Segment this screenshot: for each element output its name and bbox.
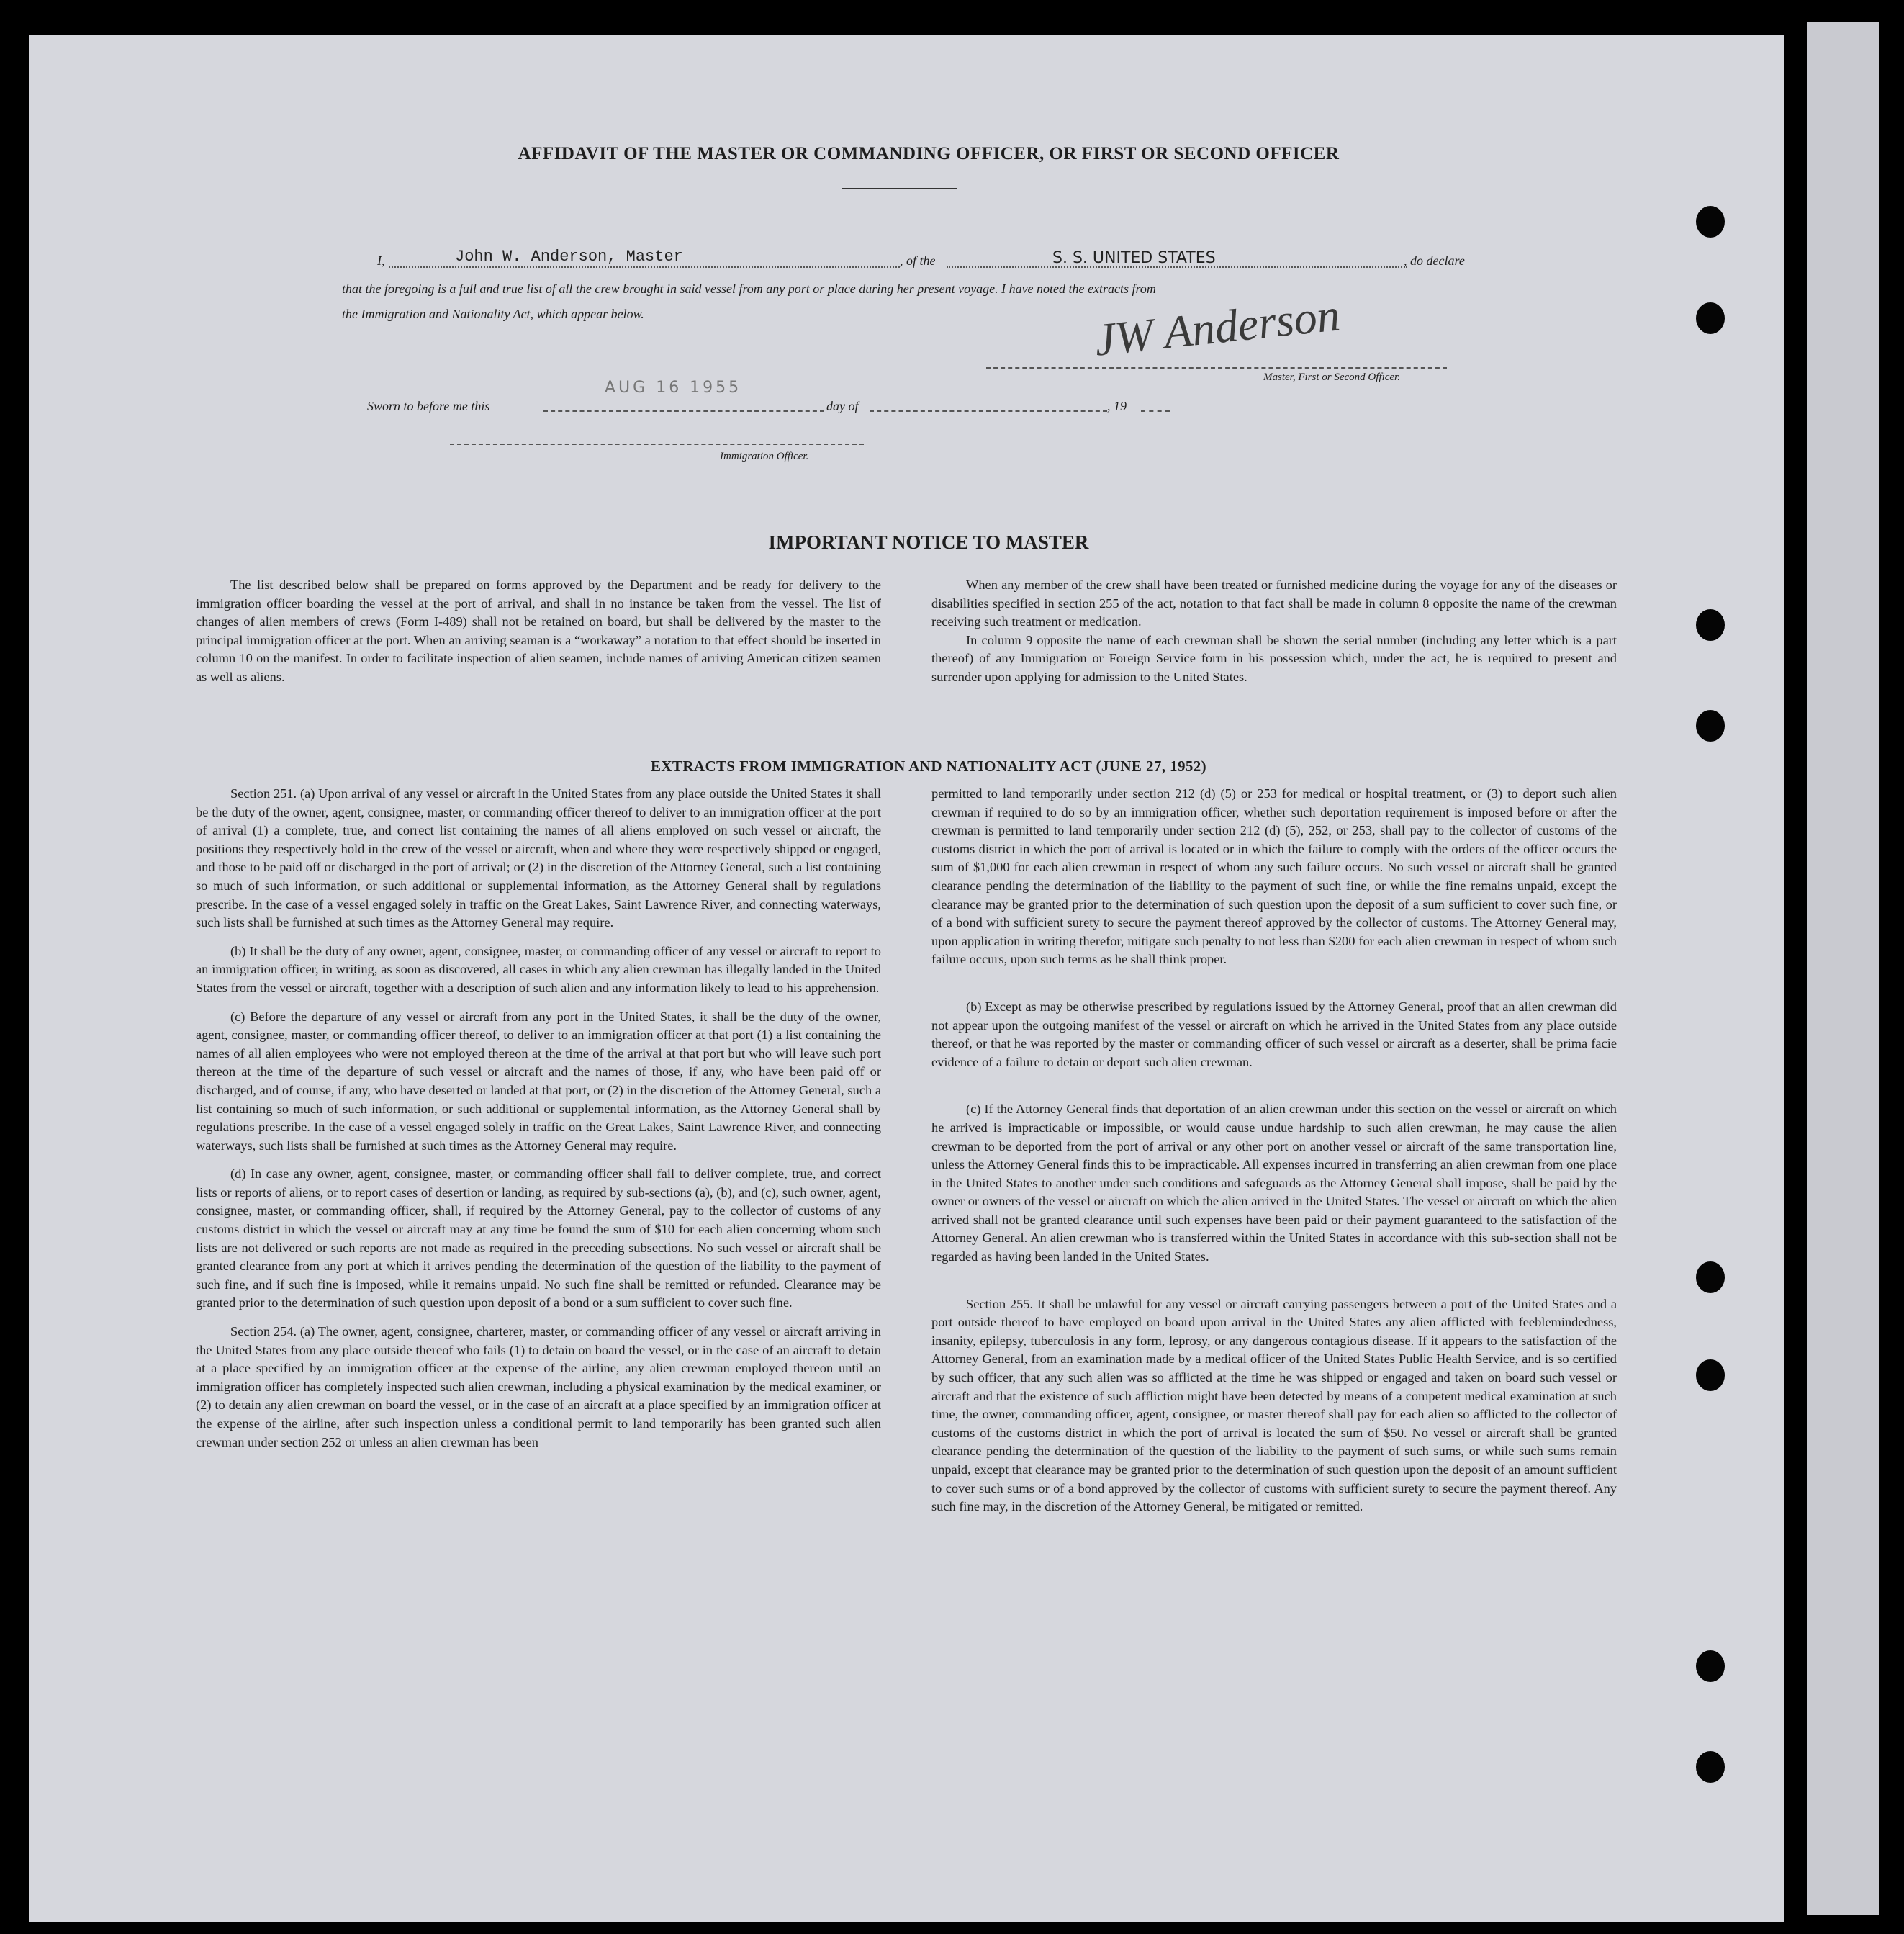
- sworn-day-blank: [543, 410, 824, 412]
- statement-line-3: the Immigration and Nationality Act, which appear below.: [342, 307, 644, 321]
- officer-signature-line: [450, 444, 864, 445]
- master-name: John W. Anderson, Master: [455, 248, 683, 266]
- binder-hole: [1696, 710, 1725, 742]
- section-251-a: Section 251. (a) Upon arrival of any vessel or aircraft in the United States from any place outside the United States it shall be the duty of the owner, agent, consignee, master, or commanding officer thereof to deliver to an immigration officer at the port of arrival (1) a complete, true, and correct list containing the names of all aliens employed on such vessel or aircraft, the positions they respectively hold in the crew of the vessel or aircraft, when and where they were respectively shipped or engaged, and those to be paid off or discharged in the port of arrival; or (2) in the discretion of the Attorney General, such a list containing so much of such information, or such additional or supplemental information, as the Attorney General shall by regulations prescribe. In the case of a vessel engaged solely in traffic on the Great Lakes, Saint Lawrence River, and connecting waterways, such lists shall be furnished at such times as the Attorney General may require.: [196, 786, 881, 930]
- title-rule: [842, 188, 957, 189]
- section-255: Section 255. It shall be unlawful for any vessel or aircraft carrying passengers between a port of the United States and a port outside thereof to have employed on board upon arrival in the United States any alien afflicted with feeblemindedness, insanity, epilepsy, tuberculosis in any form, leprosy, or any dangerous contagious disease. If it appears to the satisfaction of the Attorney General, from an examination made by a medical officer of the United States Public Health Service, and is so certified by such officer, that any such alien was so afflicted at the time he was shipped or engaged and taken on board such vessel or aircraft and that the existence of such affliction might have been detected by means of a competent medical examination at such time, the owner, commanding officer, agent, consignee, or master thereof shall pay for each alien so afflicted to the collector of customs of the customs district in which the port of arrival is located the sum of $50. No vessel or aircraft shall be granted clearance pending the determination of the question of the liability to the payment of such sums, or while such sums remain unpaid, except that clearance may be granted prior to the determination of such question upon the deposit of an amount sufficient to cover such sums or of a bond approved by the collector of customs with sufficient surety to secure the payment thereof. Any such fine may, in the discretion of the Attorney General, be mitigated or remitted.: [931, 1296, 1617, 1514]
- binder-hole: [1696, 302, 1725, 334]
- year-blank: [1141, 410, 1170, 412]
- notice-left-column: [196, 576, 881, 697]
- day-of-label: day of: [826, 399, 859, 413]
- notice-left-para: The list described below shall be prepared on forms approved by the Department and be ready for delivery to the immigration officer boarding the vessel at the port of arrival, and shall in no instance be taken from the vessel. The list of changes of alien members of crews (Form I-489) shall not be retained on board, but shall be delivered by the master to the principal immigration officer at the port. When an arriving seaman is a “workaway” a notation to that effect should be inserted in column 10 on the manifest. In order to facilitate inspection of alien seamen, include names of arriving American citizen seamen as well as aliens.: [196, 577, 881, 684]
- binder-hole: [1696, 1359, 1725, 1391]
- document-page: [29, 35, 1784, 1922]
- extracts-right-column: [931, 785, 1617, 1526]
- section-254-a-cont: permitted to land temporarily under section 212 (d) (5) or 253 for medical or hospital treatment, or (3) to deport such alien crewman if required to do so by an immigration officer, whether such deportation requirement is imposed before or after the crewman is permitted to land temporarily under section 212 (d) (5), 252, or 253, shall pay to the collector of customs of the customs district in which the port of arrival is located or in which the failure to comply with the orders of the officer occurs the sum of $1,000 for each alien crewman in respect of whom any such failure occurs. No such vessel or aircraft shall be granted clearance pending the determination of the liability to the payment of such fine, or while the fine remains unpaid, except the clearance may be granted prior to the determination of such question upon the deposit of a sum sufficient to cover such fine, or of a bond with sufficient surety to secure the payment thereof approved by the collector of customs. The Attorney General may, upon application in writing therefor, mitigate such penalty to not less than $200 for each alien crewman in respect of whom such failure occurs, upon such terms as he shall think proper.: [931, 786, 1617, 967]
- date-stamp: AUG 16 1955: [605, 379, 742, 397]
- do-declare-label: , do declare: [1404, 253, 1465, 268]
- signature-caption: Master, First or Second Officer.: [1263, 372, 1400, 383]
- binder-hole: [1696, 206, 1725, 238]
- sworn-month-blank: [870, 410, 1107, 412]
- binder-hole: [1696, 1261, 1725, 1293]
- of-the-label: , of the: [900, 253, 936, 268]
- vessel-name: S. S. UNITED STATES: [1052, 249, 1216, 267]
- section-254-c: (c) If the Attorney General finds that deportation of an alien crewman under this section on the vessel or aircraft on which he arrived is impracticable or impossible, or would cause undue hardship to such alien crewman, he may cause the alien crewman to be deported from the port of arrival or any other port on another vessel or aircraft of the same transportation line, unless the Attorney General finds this to be impracticable. All expenses incurred in transferring an alien crewman from one place in the United States to another under such conditions and safeguards as the Attorney General shall impose, shall be paid by the owner or owners of the vessel or aircraft on which the alien arrived in the United States. The vessel or aircraft on which the alien arrived shall not be granted clearance until such expenses have been paid or their payment guaranteed to the satisfaction of the Attorney General. An alien crewman who is transferred within the United States in accordance with this sub-section shall not be regarded as having been landed in the United States.: [931, 1102, 1617, 1264]
- year-label: , 19: [1107, 399, 1127, 413]
- affidavit-title: AFFIDAVIT OF THE MASTER OR COMMANDING OFFICER, OR FIRST OR SECOND OFFICER: [518, 144, 1340, 163]
- section-251-c: (c) Before the departure of any vessel or aircraft from any port in the United States, it shall be the duty of the owner, agent, consignee, master, or commanding officer thereof, to deliver to an immigration officer at that port (1) a list containing the names of all alien employees who were not employed thereon at the time of the arrival at that port but who will leave such port thereon at the time of the departure of such vessel or aircraft and the names of those, if any, who have been paid off or discharged, and of course, if any, who have deserted or landed at that port, or (2) in the discretion of the Attorney General, such a list containing so much of such information, or such additional or supplemental information, as the Attorney General shall by regulations prescribe. In the case of a vessel engaged solely in traffic on the Great Lakes, Saint Lawrence River, and connecting waterways, such lists shall be furnished at such times as the Attorney General may require.: [196, 1009, 881, 1153]
- extracts-left-column: [196, 785, 881, 1462]
- section-251-b: (b) It shall be the duty of any owner, agent, consignee, master, or commanding officer of any vessel or aircraft to report to an immigration officer, in writing, as soon as discovered, all cases in which any alien crewman has illegally landed in the United States from the vessel or aircraft, together with a description of such alien and any information likely to lead to his apprehension.: [196, 943, 881, 995]
- name-blank: [389, 266, 900, 268]
- binder-hole: [1696, 1751, 1725, 1783]
- statement-line-2: that the foregoing is a full and true list of all the crew brought in said vessel from any port or place during her present voyage. I have noted the extracts from: [342, 282, 1156, 296]
- adjacent-page-edge: [1807, 22, 1879, 1915]
- officer-caption: Immigration Officer.: [720, 451, 809, 462]
- master-signature: JW Anderson: [1092, 289, 1343, 366]
- i-label: I,: [377, 253, 385, 268]
- signature-line: [986, 367, 1447, 369]
- notice-right-column: [931, 576, 1617, 697]
- section-251-d: (d) In case any owner, agent, consignee, master, or commanding officer shall fail to deliver complete, true, and correct lists or reports of aliens, or to report cases of desertion or landing, as required by sub-sections (a), (b), and (c), such owner, agent, consignee, master, or commanding officer, shall, if required by the Attorney General, pay to the collector of customs of any customs district in which the vessel or aircraft may at any time be found the sum of $10 for each alien concerning whom such lists are not delivered or such reports are not made as required in the preceding subsections. No such vessel or aircraft shall be granted clearance from any port at which it arrives pending the determination of the question of the liability to the payment of such fine, and if such fine is imposed, while it remains unpaid. No such fine shall be remitted or refunded. Clearance may be granted prior to the determination of such question upon deposit of a bond or a sum sufficient to cover such fine.: [196, 1166, 881, 1310]
- sworn-label: Sworn to before me this: [367, 399, 490, 413]
- binder-hole: [1696, 1650, 1725, 1682]
- section-254-b: (b) Except as may be otherwise prescribed by regulations issued by the Attorney General, proof that an alien crewman did not appear upon the outgoing manifest of the vessel or aircraft on which he arrived in the United States from any place outside thereof, or that he was reported by the master or commanding officer of such vessel or aircraft as a deserter, shall be prima facie evidence of a failure to detain or deport such alien crewman.: [931, 999, 1617, 1069]
- binder-hole: [1696, 609, 1725, 641]
- notice-right-para-1: When any member of the crew shall have been treated or furnished medicine during the voyage for any of the diseases or disabilities specified in section 255 of the act, notation to that fact shall be made in column 8 opposite the name of the crewman receiving such treatment or medication.: [931, 577, 1617, 629]
- notice-title: IMPORTANT NOTICE TO MASTER: [768, 531, 1089, 553]
- extracts-title: EXTRACTS FROM IMMIGRATION AND NATIONALITY ACT (JUNE 27, 1952): [650, 757, 1207, 775]
- notice-right-para-2: In column 9 opposite the name of each crewman shall be shown the serial number (including any letter which is a part thereof) of any Immigration or Foreign Service form in his possession which, under the act, he is required to present and surrender upon applying for admission to the United States.: [931, 632, 1617, 684]
- section-254-a: Section 254. (a) The owner, agent, consignee, charterer, master, or commanding officer of any vessel or aircraft arriving in the United States from any place outside thereof who fails (1) to detain on board the vessel, or in the case of an aircraft to detain at a place specified by an immigration officer at the expense of the airline, any alien crewman employed thereon until an immigration officer has completely inspected such alien crewman, including a physical examination by the medical examiner, or (2) to detain any alien crewman on board the vessel, or in the case of an aircraft at a place specified by an immigration officer at the expense of the airline, after such inspection unless a conditional permit to land temporarily has been granted such alien crewman under section 252 or unless an alien crewman has been: [196, 1324, 881, 1449]
